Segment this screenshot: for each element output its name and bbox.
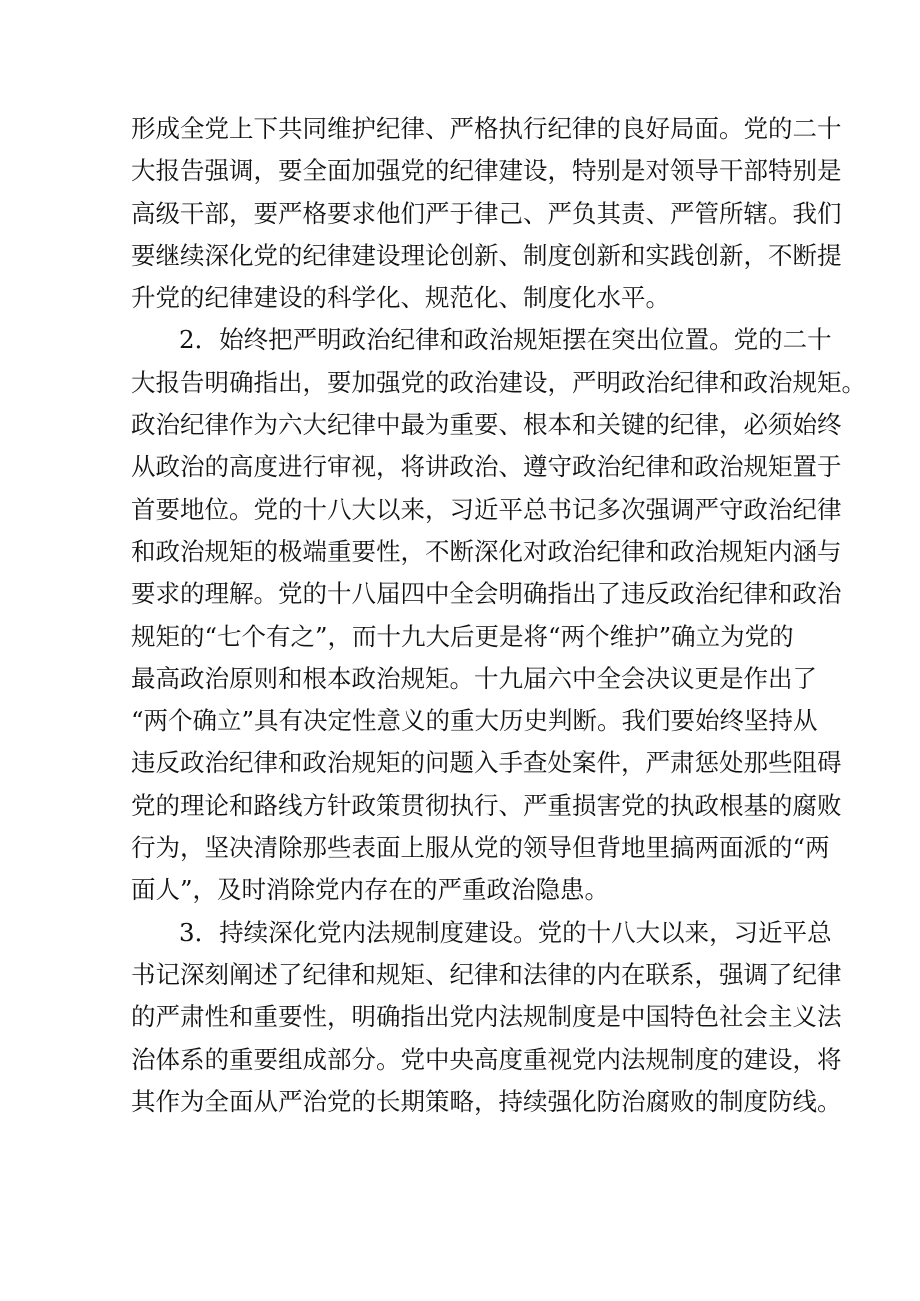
text-line: 党的理论和路线方针政策贯彻执行、严重损害党的执政根基的腐败	[131, 790, 842, 820]
text-line: “两个确立”具有决定性意义的重大历史判断。我们要始终坚持从	[131, 706, 818, 736]
text-line: 最高政治原则和根本政治规矩。十九届六中全会决议更是作出了	[131, 663, 817, 693]
text-line: 书记深刻阐述了纪律和规矩、纪律和法律的内在联系，强调了纪律	[131, 959, 842, 989]
body-text	[131, 108, 866, 1123]
text-line: 要继续深化党的纪律建设理论创新、制度创新和实践创新，不断提	[131, 240, 842, 270]
text-line: 要求的理解。党的十八届四中全会明确指出了违反政治纪律和政治	[131, 579, 842, 609]
text-line: 违反政治纪律和政治规矩的问题入手查处案件，严肃惩处那些阻碍	[131, 748, 842, 778]
text-line: 形成全党上下共同维护纪律、严格执行纪律的良好局面。党的二十	[131, 114, 842, 143]
text-line: 首要地位。党的十八大以来，习近平总书记多次强调严守政治纪律	[131, 494, 842, 524]
paragraph-3	[131, 912, 842, 1123]
text-line: 升党的纪律建设的科学化、规范化、制度化水平。	[131, 283, 670, 313]
text-line: 高级干部，要严格要求他们严于律己、严负其责、严管所辖。我们	[131, 198, 842, 228]
text-line: 大报告明确指出，要加强党的政治建设，严明政治纪律和政治规矩。	[131, 367, 866, 397]
text-line: 的严肃性和重要性，明确指出党内法规制度是中国特色社会主义法	[131, 1002, 842, 1032]
text-line: 面人”，及时消除党内存在的严重政治隐患。	[131, 875, 610, 905]
text-line: 从政治的高度进行审视，将讲政治、遵守政治纪律和政治规矩置于	[131, 452, 842, 482]
section-heading-line: 2．始终把严明政治纪律和政治规矩摆在突出位置。党的二十	[179, 325, 832, 355]
text-line: 其作为全面从严治党的长期策略，持续强化防治腐败的制度防线。	[131, 1086, 842, 1116]
text-line: 和政治规矩的极端重要性，不断深化对政治纪律和政治规矩内涵与	[131, 536, 842, 566]
text-line: 政治纪律作为六大纪律中最为重要、根本和关键的纪律，必须始终	[131, 410, 842, 440]
paragraph-2	[131, 319, 866, 911]
text-line: 大报告强调，要全面加强党的纪律建设，特别是对领导干部特别是	[131, 156, 842, 186]
paragraph-1	[131, 108, 842, 319]
text-line: 行为，坚决清除那些表面上服从党的领导但背地里搞两面派的“两	[131, 833, 830, 863]
text-line: 治体系的重要组成部分。党中央高度重视党内法规制度的建设，将	[131, 1044, 842, 1074]
text-line: 规矩的“七个有之”，而十九大后更是将“两个维护”确立为党的	[131, 621, 794, 651]
section-heading-line: 3．持续深化党内法规制度建设。党的十八大以来，习近平总	[179, 917, 832, 947]
